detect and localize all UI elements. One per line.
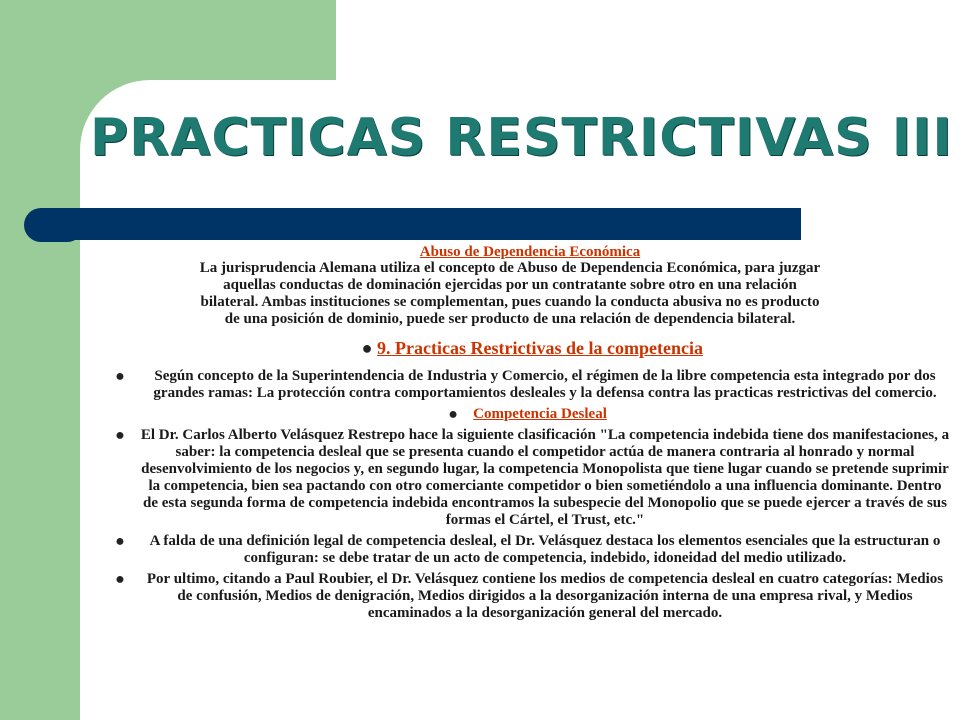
list-item [100,368,960,402]
list-item [100,427,960,529]
intro-line: de una posición de dominio, puede ser producto de una relación de dependencia bilateral. [224,311,796,327]
bullet-icon: ● [115,427,125,444]
list-item-text: El Dr. Carlos Alberto Velásquez Restrepo hace la siguiente clasificación "La competencia indebida tiene dos manifestaciones, a saber: la competencia desleal que se presenta cuando el competidor actúa de manera contraria al honrado y normal desenvolvimiento de los negocios y, en segundo lugar, la competencia Monopolista que tiene lugar cuando se pretende suprimir la competencia, bien sea pactando con otro comerciante competidor o bien sometiéndolo a una influencia dominante. Dentro de esta segunda forma de competencia indebida encontramos la subespecie del Monopolio que se puede ejercer a través de sus formas el Cártel, el Trust, etc." [140,427,950,528]
bullet-icon: ● [448,406,458,423]
list-item-text: Según concepto de la Superintendencia de Industria y Comercio, el régimen de la libre competencia esta integrado por dos grandes ramas: La protección contra comportamientos desleales y la defensa contra las practicas restrictivas del comercio. [153,368,937,401]
title-underline-bar [64,208,801,240]
bullet-icon: ● [361,338,373,358]
list-item-text: A falda de una definición legal de competencia desleal, el Dr. Velásquez destaca los elementos esenciales que la estructuran o configuran: se debe tratar de un acto de competencia, indebido, idoneidad del medio utilizado. [149,533,941,566]
subheading-competencia-desleal: Competencia Desleal [473,406,607,422]
section-heading-item [100,338,960,358]
intro-line: aquellas conductas de dominación ejercidas por un contratante sobre otro en una relación [223,277,797,293]
slide-title: PRACTICAS RESTRICTIVAS III [90,108,953,168]
list-item-text: Por ultimo, citando a Paul Roubier, el Dr. Velásquez contiene los medios de competencia desleal en cuatro categorías: Medios de confusión, Medios de denigración, Medios dirigidos a la desorganización interna de una empresa rival, y Medios encaminados a la desorganización general del mercado. [146,571,944,621]
slide-body [100,244,960,626]
bullet-icon: ● [115,571,125,588]
bullet-list [100,368,960,622]
intro-heading: Abuso de Dependencia Económica [419,244,641,260]
section-heading: 9. Practicas Restrictivas de la competencia [377,338,703,358]
intro-paragraph [100,260,960,328]
list-item [100,571,960,622]
intro-line: La jurisprudencia Alemana utiliza el concepto de Abuso de Dependencia Económica, para juzgar [199,260,821,276]
intro-line: bilateral. Ambas instituciones se complementan, pues cuando la conducta abusiva no es producto [200,294,820,310]
list-item-subheading [100,406,960,423]
bullet-icon: ● [115,533,125,550]
list-item [100,533,960,567]
bullet-icon: ● [115,368,125,385]
